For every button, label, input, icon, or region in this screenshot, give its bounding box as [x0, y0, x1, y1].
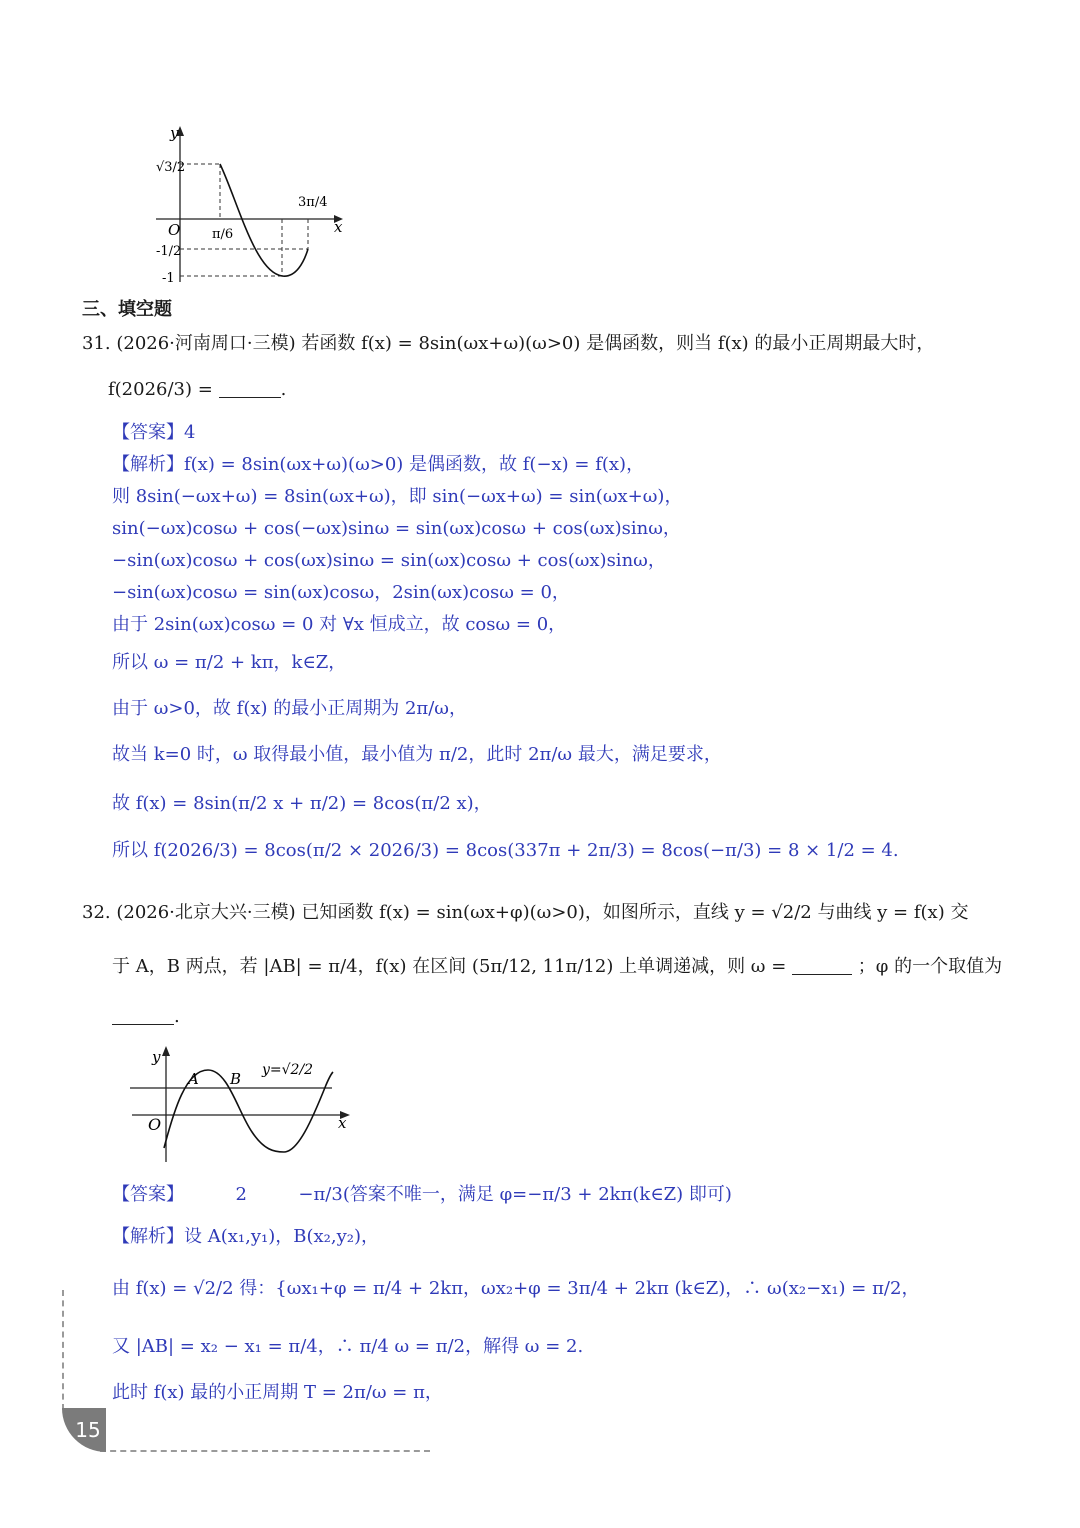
q32-stem-line2-b: ；φ 的一个取值为: [857, 956, 1003, 977]
q32-answer: [112, 1186, 732, 1204]
fig2-y-axis-label: y: [152, 1048, 161, 1066]
fig2-line-label: y=√2/2: [262, 1062, 314, 1078]
fig1-y-axis-label: y: [170, 124, 179, 142]
q31-solution-line: 所以 ω = π/2 + kπ，k∈Z，: [112, 652, 347, 673]
q32-solution-line: 【解析】设 A(x₁,y₁)，B(x₂,y₂)，: [112, 1226, 379, 1247]
q32-solution-line: 此时 f(x) 最的小正周期 T = 2π/ω = π，: [112, 1382, 443, 1403]
q32-answer-omega: 2: [235, 1184, 247, 1205]
q31-solution-line: 由于 2sin(ωx)cosω = 0 对 ∀x 恒成立，故 cosω = 0，: [112, 614, 567, 635]
q32-answer-phi: −π/3(答案不唯一，满足 φ=−π/3 + 2kπ(k∈Z) 即可): [298, 1184, 732, 1205]
q31-answer-blank[interactable]: [219, 397, 281, 398]
q31-solution-line: −sin(ωx)cosω = sin(ωx)cosω，2sin(ωx)cosω = 0，: [112, 582, 570, 603]
q32-phi-blank[interactable]: [112, 1024, 174, 1025]
fig1-origin-label: O: [168, 221, 181, 239]
q32-stem-line2: [112, 958, 1002, 976]
fig2-point-a-label: A: [188, 1070, 199, 1088]
q32-solution-line: 又 |AB| = x₂ − x₁ = π/4，∴ π/4 ω = π/2，解得 ω = 2.: [112, 1336, 584, 1357]
fig1-ytick-min: -1: [162, 271, 175, 286]
fig1-xtick-3pi4: 3π/4: [298, 195, 328, 210]
q31-solution-line: 【解析】f(x) = 8sin(ωx+ω)(ω>0) 是偶函数，故 f(−x) = f(x)，: [112, 454, 645, 475]
q31-solution-line: 故 f(x) = 8sin(π/2 x + π/2) = 8cos(π/2 x)，: [112, 793, 492, 814]
q32-stem-line1: 32. (2026·北京大兴·三模) 已知函数 f(x) = sin(ωx+φ)(ω>0)，如图所示，直线 y = √2/2 与曲线 y = f(x) 交: [82, 902, 969, 923]
q31-solution-line: 故当 k=0 时，ω 取得最小值，最小值为 π/2，此时 2π/ω 最大，满足要求，: [112, 744, 722, 765]
q31-solution-line: 由于 ω>0，故 f(x) 的最小正周期为 2π/ω，: [112, 698, 467, 719]
q31-solution-line: −sin(ωx)cosω + cos(ωx)sinω = sin(ωx)cosω + cos(ωx)sinω，: [112, 550, 666, 571]
q31-solution-line: 则 8sin(−ωx+ω) = 8sin(ωx+ω)，即 sin(−ωx+ω) = sin(ωx+ω)，: [112, 486, 683, 507]
q31-solution-line: 所以 f(2026/3) = 8cos(π/2 × 2026/3) = 8cos(337π + 2π/3) = 8cos(−π/3) = 8 × 1/2 = 4.: [112, 840, 899, 861]
q32-solution-line: 由 f(x) = √2/2 得：{ωx₁+φ = π/4 + 2kπ，ωx₂+φ = 3π/4 + 2kπ (k∈Z)，∴ ω(x₂−x₁) = π/2，: [112, 1278, 920, 1299]
q31-stem-expression: f(2026/3) =: [108, 379, 213, 400]
fig2-origin-label: O: [148, 1115, 162, 1134]
page-number: 15: [62, 1408, 106, 1452]
figure-1-graph: [150, 122, 350, 292]
q31-stem-line1: 31. (2026·河南周口·三模) 若函数 f(x) = 8sin(ωx+ω)(ω>0) 是偶函数，则当 f(x) 的最小正周期最大时，: [82, 333, 935, 354]
q32-stem-line3: [112, 1008, 180, 1026]
page-footer-dashed-line: [100, 1450, 430, 1452]
q32-answer-tag: 【答案】: [112, 1184, 184, 1205]
q32-omega-blank[interactable]: [792, 974, 852, 975]
figure-2-graph: [126, 1040, 356, 1165]
fig1-ytick-half: -1/2: [156, 244, 182, 259]
section-title: 三、填空题: [82, 299, 172, 320]
fig1-x-axis-label: x: [334, 218, 343, 236]
q31-stem-line2: [108, 381, 286, 399]
fig1-xtick-pi6: π/6: [212, 227, 234, 242]
q31-answer: 【答案】4: [112, 422, 196, 443]
q32-stem-line2-a: 于 A，B 两点，若 |AB| = π/4，f(x) 在区间 (5π/12, 11π/12) 上单调递减，则 ω =: [112, 956, 787, 977]
fig1-ytick-top: √3/2: [156, 160, 186, 175]
page-margin-dashed-line: [62, 1290, 64, 1410]
q31-stem-end: .: [280, 379, 287, 400]
fig2-point-b-label: B: [230, 1070, 242, 1088]
fig2-x-axis-label: x: [338, 1114, 347, 1132]
q31-solution-line: sin(−ωx)cosω + cos(−ωx)sinω = sin(ωx)cosω + cos(ωx)sinω，: [112, 518, 681, 539]
q32-stem-end: .: [174, 1006, 180, 1027]
